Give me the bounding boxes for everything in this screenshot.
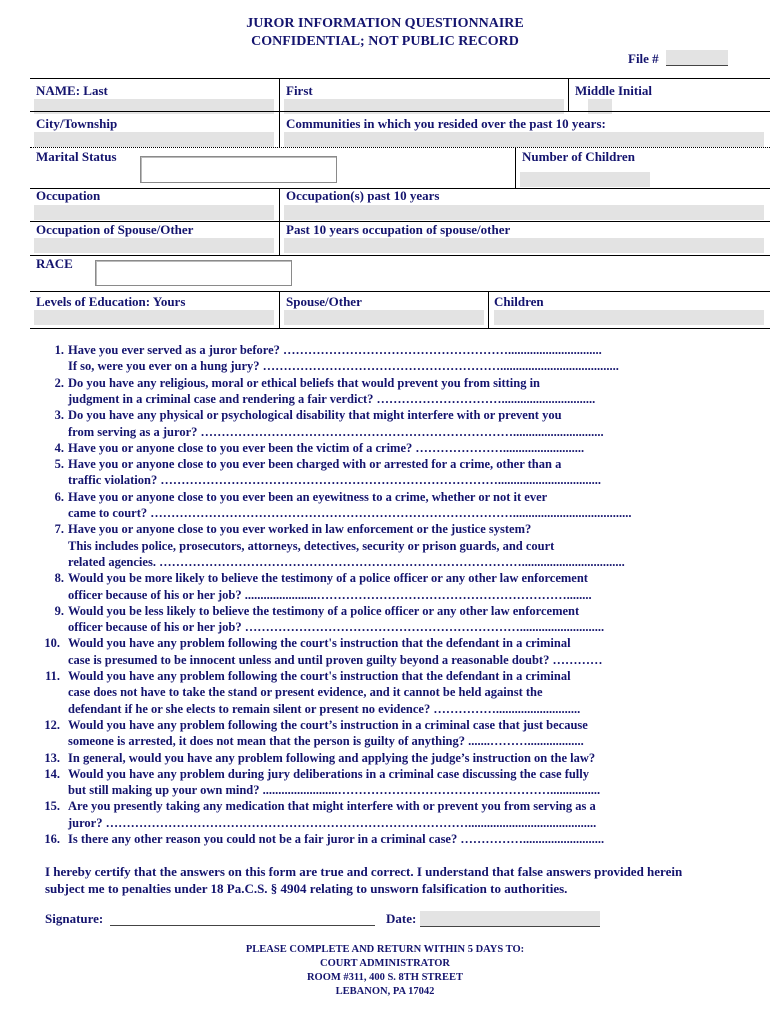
certification-line-1: I hereby certify that the answers on this form are true and correct. I understand that false answers provided herein: [45, 864, 683, 879]
question-text: This includes police, prosecutors, attorneys, detectives, security or prison guards, and court: [68, 538, 555, 553]
question-text: case is presumed to be innocent unless and until proven guilty beyond a reasonable doubt? …………: [68, 652, 603, 667]
question-text: juror? …………………………………………………………………………….........................................: [68, 815, 597, 830]
divider: [279, 221, 280, 255]
question-number: 16.: [44, 832, 60, 846]
number-children-label: Number of Children: [522, 149, 635, 164]
signature-field[interactable]: [110, 924, 375, 926]
form-title: JUROR INFORMATION QUESTIONNAIRE: [246, 16, 524, 31]
footer-city: LEBANON, PA 17042: [335, 986, 435, 997]
city-label: City/Township: [36, 116, 118, 131]
question-text: defendant if he or she elects to remain silent or present no evidence? ……………...........................: [68, 701, 581, 716]
communities-field[interactable]: [284, 132, 764, 147]
question-number: 13.: [44, 750, 60, 765]
question-number: 2.: [54, 375, 64, 390]
occupation-field[interactable]: [34, 205, 274, 220]
certification-line-2: subject me to penalties under 18 Pa.C.S. § 4904 relating to unsworn falsification to authorities.: [45, 881, 568, 896]
divider: [30, 255, 770, 256]
middle-initial-label: Middle Initial: [575, 83, 652, 98]
question-text: judgment in a criminal case and rendering a fair verdict? …………………………..............................: [68, 391, 596, 406]
question-text: Is there any other reason you could not be a fair juror in a criminal case? ……………..........................: [68, 832, 605, 846]
occupation-label: Occupation: [36, 188, 101, 203]
form-subtitle: CONFIDENTIAL; NOT PUBLIC RECORD: [251, 34, 519, 49]
last-name-label: NAME: Last: [36, 83, 108, 98]
marital-status-label: Marital Status: [36, 149, 117, 164]
question-text: but still making up your own mind? ........................……………………………………………................: [68, 783, 601, 798]
question-text: officer because of his or her job? …………………………………………………………...........................: [68, 620, 605, 635]
question-text: traffic violation? ……………………………………………………………………….................................: [68, 473, 601, 488]
question-text: Would you be more likely to believe the testimony of a police officer or any other law enforcement: [68, 571, 588, 586]
question-text: Would you be less likely to believe the testimony of a police officer or any other law enforcement: [68, 603, 580, 618]
question-text: case does not have to take the stand or present evidence, and it cannot be held against the: [68, 685, 543, 700]
education-yours-label: Levels of Education: Yours: [36, 294, 186, 309]
file-number-label: File #: [628, 51, 659, 66]
divider: [488, 291, 489, 328]
question-text: Do you have any religious, moral or ethical beliefs that would prevent you from sitting in: [68, 375, 540, 390]
question-text: Have you or anyone close to you ever been charged with or arrested for a crime, other than a: [68, 457, 562, 472]
question-text: Have you ever served as a juror before? ………………………………………………..............................: [68, 343, 602, 357]
question-text: officer because of his or her job? .......................……………………………………………………........: [68, 587, 592, 602]
question-text: Have you or anyone close to you ever been an eyewitness to a crime, whether or not it ever: [68, 489, 548, 504]
footer-instruction: PLEASE COMPLETE AND RETURN WITHIN 5 DAYS TO:: [245, 944, 525, 955]
question-number: 1.: [54, 343, 64, 357]
question-text: Would you have any problem following the court’s instruction in a criminal case that just because: [68, 717, 588, 732]
education-children-field[interactable]: [494, 310, 764, 325]
divider: [30, 78, 770, 79]
footer-office: COURT ADMINISTRATOR: [319, 958, 451, 969]
city-field[interactable]: [34, 132, 274, 147]
question-number: 4.: [54, 440, 64, 455]
question-text: Would you have any problem following the court's instruction that the defendant in a criminal: [68, 669, 571, 683]
date-label: Date:: [386, 911, 417, 926]
question-number: 8.: [54, 571, 64, 586]
race-label: RACE: [36, 256, 73, 271]
divider: [568, 78, 569, 111]
question-text: Would you have any problem during jury deliberations in a criminal case discussing the case fully: [68, 766, 590, 781]
question-number: 7.: [54, 522, 64, 537]
divider: [30, 111, 770, 112]
question-number: 12.: [44, 717, 60, 732]
question-text: Have you or anyone close to you ever been the victim of a crime? …………………..........................: [68, 440, 585, 455]
question-number: 15.: [44, 799, 60, 814]
question-text: Have you or anyone close to you ever worked in law enforcement or the justice system?: [68, 522, 532, 537]
date-field[interactable]: [420, 911, 600, 927]
footer-room: ROOM #311, 400 S. 8TH STREET: [306, 972, 464, 983]
spouse-occupation-field[interactable]: [34, 238, 274, 253]
question-number: 5.: [54, 457, 64, 472]
question-text: related agencies. …………………………………………………………………………….................................: [68, 554, 625, 569]
divider: [30, 147, 770, 148]
spouse-occupation-label: Occupation of Spouse/Other: [36, 222, 194, 237]
question-number: 11.: [45, 669, 60, 683]
spouse-past-occupation-field[interactable]: [284, 238, 764, 253]
education-spouse-label: Spouse/Other: [286, 294, 362, 309]
file-number-field[interactable]: [666, 50, 728, 66]
education-yours-field[interactable]: [34, 310, 274, 325]
first-name-label: First: [286, 83, 313, 98]
question-number: 10.: [44, 636, 60, 651]
signature-label: Signature:: [45, 911, 104, 926]
question-text: Would you have any problem following the court's instruction that the defendant in a criminal: [68, 636, 571, 651]
question-number: 3.: [54, 408, 64, 423]
spouse-past-occupation-label: Past 10 years occupation of spouse/other: [286, 222, 511, 237]
marital-status-field[interactable]: [140, 156, 337, 183]
question-number: 14.: [44, 766, 60, 781]
question-text: If so, were you ever on a hung jury? …………………………………………………......................................: [68, 359, 619, 374]
communities-label: Communities in which you resided over the past 10 years:: [286, 116, 606, 131]
race-field[interactable]: [95, 260, 292, 286]
question-text: Are you presently taking any medication that might interfere with or prevent you from serving as a: [68, 799, 596, 814]
occupations-past-label: Occupation(s) past 10 years: [286, 188, 440, 203]
education-spouse-field[interactable]: [284, 310, 484, 325]
question-number: 9.: [54, 603, 64, 618]
question-text: came to court? ……………………………………………………………………………......................................: [68, 506, 632, 520]
divider: [279, 78, 280, 111]
divider: [30, 328, 770, 329]
question-number: 6.: [54, 489, 64, 504]
question-text: from serving as a juror? ………………………………………………………………….............................: [68, 424, 604, 439]
divider: [279, 291, 280, 328]
question-text: In general, would you have any problem following and applying the judge’s instruction on the law?: [68, 750, 596, 765]
occupations-past-field[interactable]: [284, 205, 764, 220]
divider: [30, 291, 770, 292]
question-text: Do you have any physical or psychological disability that might interfere with or prevent you: [68, 408, 562, 423]
number-children-field[interactable]: [520, 172, 650, 187]
divider: [279, 188, 280, 221]
divider: [515, 147, 516, 188]
education-children-label: Children: [494, 294, 544, 309]
divider: [279, 111, 280, 147]
question-text: someone is arrested, it does not mean that the person is guilty of anything? .......………..................: [68, 734, 584, 749]
